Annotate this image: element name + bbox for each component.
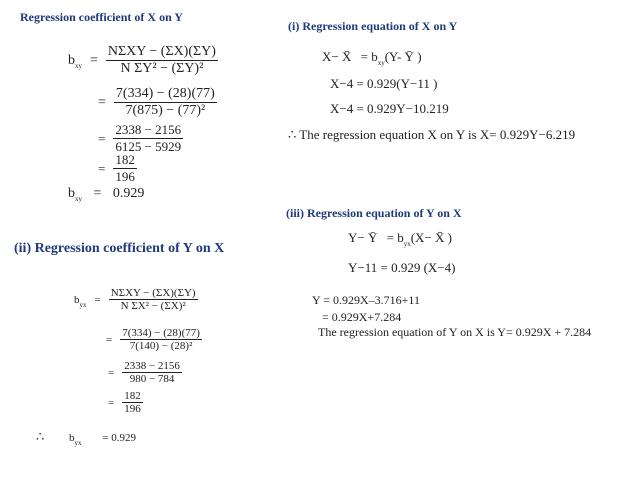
heading-equation-x-on-y: (i) Regression equation of X on Y: [288, 19, 458, 33]
byx-step-4: = $\frac{182}{196}$: [108, 390, 141, 415]
heading-coefficient-x-on-y: Regression coefficient of X on Y: [20, 10, 183, 24]
x-on-y-line-2: X−4 = 0.929(Y−11 ): [330, 76, 438, 91]
y-on-x-line-4: = 0.929X+7.284: [322, 310, 402, 324]
byx-formula: $b_{yx}$ = $\frac{\text{NΣXY − (ΣX)(ΣY)}}{\text{N ΣX² − (ΣX)²}}$: [74, 287, 196, 312]
bxy-step-3: = $\frac{2338 - 2156}{6125 - 5929}$: [98, 122, 182, 154]
byx-step-3: = $\frac{2338 - 2156}{980 - 784}$: [108, 360, 180, 385]
y-on-x-conclusion: The regression equation of Y on X is Y= 0.929X + 7.284: [318, 325, 592, 339]
y-on-x-line-1: Y− Ȳ = $b_{yx}(X-$ X̄ ): [348, 230, 452, 248]
byx-result: ∴ $b_{yx} = 0.929$: [36, 429, 136, 447]
x-on-y-conclusion: ∴ The regression equation X on Y is X= 0.929Y−6.219: [288, 127, 576, 142]
x-on-y-line-3: X−4 = 0.929Y−10.219: [330, 101, 449, 116]
bxy-label: $b_{xy}$: [68, 52, 82, 70]
bxy-result: $b_{xy} = 0.929$: [68, 186, 145, 203]
heading-coefficient-y-on-x: (ii) Regression coefficient of Y on X: [14, 241, 225, 256]
bxy-formula: $b_{xy}$ = $\frac{\text{NΣXY − (ΣX)(ΣY)}}{\text{N ΣY² − (ΣY)²}}$: [68, 44, 216, 76]
x-on-y-line-1: X− X̄ = $b_{xy}(Y-$ Ȳ ): [322, 49, 422, 67]
bxy-fraction-1: $\frac{\text{NΣXY − (ΣX)(ΣY)}}{\text{N ΣY² − (ΣY)²}}$: [107, 44, 216, 76]
byx-step-2: = $\frac{7(334) - (28)(77)}{\text{7(140) − (28)²}}$: [106, 327, 200, 352]
heading-equation-y-on-x: (iii) Regression equation of Y on X: [286, 206, 462, 220]
bxy-step-4: = $\frac{182}{196}$: [98, 152, 135, 184]
bxy-step-2: = $\frac{7(334) - (28)(77)}{\text{7(875) − (77)²}}$: [98, 86, 215, 118]
y-on-x-line-2: Y−11 = 0.929 (X−4): [348, 260, 456, 275]
y-on-x-line-3: Y = 0.929X–3.716+11: [312, 293, 420, 307]
